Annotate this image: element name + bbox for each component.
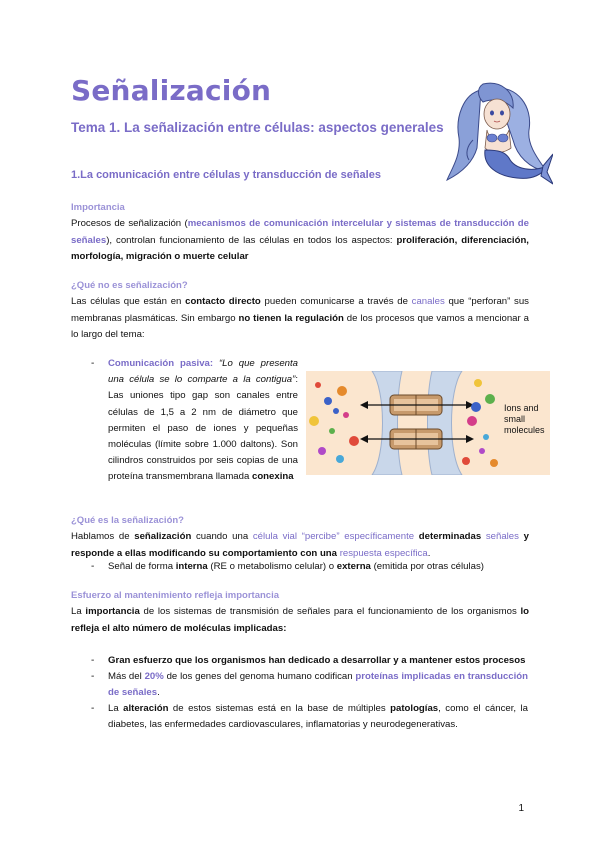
heading-que-es: ¿Qué es la señalización? (71, 515, 184, 526)
text-span: (emitida por otras células) (370, 561, 484, 572)
highlight-span: mecanismos de comunicación intercelular y sistemas de transducción de señales (71, 218, 529, 246)
bullet-dash: - (91, 703, 95, 714)
highlight-span: proteínas implicadas en transducción de señales (108, 671, 529, 699)
molecule-dot (336, 455, 344, 463)
text-span: La (71, 606, 86, 617)
bullet-senal (108, 559, 528, 575)
figure-label-2: small (504, 414, 526, 424)
molecule-dot (324, 397, 332, 405)
molecule-dot (343, 412, 349, 418)
molecule-dot (483, 434, 489, 440)
text-span: de los sistemas de transmisión de señales para el funcionamiento de los organismos (139, 606, 521, 617)
figure-label-1: Ions and (504, 403, 539, 413)
molecule-dot (349, 436, 359, 446)
text-span: . (157, 687, 160, 699)
text-span: pueden comunicarse a través de (260, 296, 412, 307)
molecule-dot (329, 428, 335, 434)
text-span: de estos sistemas está en la base de múltiples (168, 703, 391, 714)
bold-span: proliferación, diferenciación, morfología, migración o muerte celular (71, 234, 529, 263)
bold-span: lo refleja el alto número de moléculas implicadas: (71, 606, 529, 634)
highlight-span: Comunicación pasiva: (108, 358, 214, 369)
molecule-dot (333, 408, 339, 414)
text-span: Señal de forma (108, 561, 176, 572)
bullet-alteracion (108, 701, 528, 733)
text-span: (RE o metabolismo celular) o (207, 561, 337, 572)
bullet-dash: - (91, 671, 95, 682)
text-span: Las células que están en (71, 296, 186, 307)
bold-span: señalización (134, 531, 192, 542)
highlight-span: canales (411, 296, 445, 307)
bold-span: determinadas (418, 531, 482, 542)
heading-que-no-es: ¿Qué no es señalización? (71, 280, 188, 291)
highlight-span: 20% (144, 671, 164, 682)
molecule-dot (462, 457, 470, 465)
molecule-dot (490, 459, 498, 467)
text-span: . (427, 547, 431, 559)
text-span: de los genes del genoma humano codifican (163, 671, 356, 682)
molecule-dot (309, 416, 319, 426)
paragraph-que-es (71, 529, 529, 562)
molecule-dot (479, 448, 485, 454)
molecule-dot (474, 379, 482, 387)
text-span: Procesos de señalización ( (71, 218, 188, 229)
heading-importancia: Importancia (71, 202, 125, 213)
bold-span: conexina (251, 471, 294, 483)
bold-span: alteración (123, 703, 169, 714)
bold-span: y responde a ellas modificando su comportamiento con una (71, 531, 529, 559)
mermaid-illustration (443, 80, 553, 197)
bold-span: contacto directo (185, 296, 261, 307)
highlight-span: señales (485, 531, 519, 542)
text-span: cuando una (191, 531, 253, 542)
text-span: Más del (108, 671, 145, 682)
bullet-genes (108, 669, 528, 701)
paragraph-que-no-es (71, 294, 529, 344)
bold-span: importancia (85, 606, 140, 617)
text-span: : Las uniones tipo gap son canales entre células de 1,5 a 2 nm de diámetro que permiten el paso de iones y pequeñas moléculas (límite sobre 1.000 daltons). Son cilindros construidos por seis copias de una proteína transmembrana llamada (108, 374, 298, 483)
molecule-dot (315, 382, 321, 388)
text-span: ), controlan funcionamiento de las células en todos los aspectos: (106, 234, 397, 246)
molecule-dot (471, 402, 481, 412)
bullet-dash: - (91, 655, 95, 666)
heading-esfuerzo: Esfuerzo al mantenimiento refleja importancia (71, 590, 279, 601)
molecule-dot (318, 447, 326, 455)
bold-span: patologías (390, 703, 439, 714)
bold-span: interna (175, 561, 208, 572)
bullet-gran-esfuerzo: Gran esfuerzo que los organismos han dedicado a desarrollar y a mantener estos procesos (108, 655, 526, 666)
document-title: Señalización (71, 74, 272, 107)
bullet-dash: - (91, 358, 95, 369)
gap-junction-figure (306, 371, 550, 475)
page-number: 1 (518, 803, 524, 814)
highlight-span: respuesta específica (339, 547, 428, 559)
text-span: , como el cáncer, la diabetes, las enfermedades cardiovasculares, inflamatorias y neurodegenerativas. (108, 703, 528, 731)
text-span: Hablamos de (71, 531, 135, 542)
paragraph-importancia (71, 216, 529, 266)
text-span: de los procesos que vamos a mencionar a lo largo del tema: (71, 312, 529, 341)
figure-label-3: molecules (504, 425, 545, 435)
bold-span: no tienen la regulación (238, 312, 344, 324)
topic-subtitle: Tema 1. La señalización entre células: aspectos generales (71, 120, 444, 135)
bullet-dash: - (91, 561, 95, 572)
bold-span: externa (336, 561, 371, 572)
molecule-dot (337, 386, 347, 396)
quote-span: “Lo que presenta una célula se lo comparte a la contigua” (108, 358, 298, 386)
text-span: La (108, 703, 124, 714)
text-span: que “perforan” sus membranas plasmáticas. Sin embargo (71, 296, 529, 324)
molecule-dot (467, 416, 477, 426)
section-heading: 1.La comunicación entre células y transducción de señales (71, 169, 381, 181)
bullet-comunicacion-pasiva (108, 356, 298, 486)
paragraph-esfuerzo (71, 604, 529, 637)
highlight-span: célula vial “percibe” específicamente (252, 531, 415, 542)
molecule-dot (485, 394, 495, 404)
